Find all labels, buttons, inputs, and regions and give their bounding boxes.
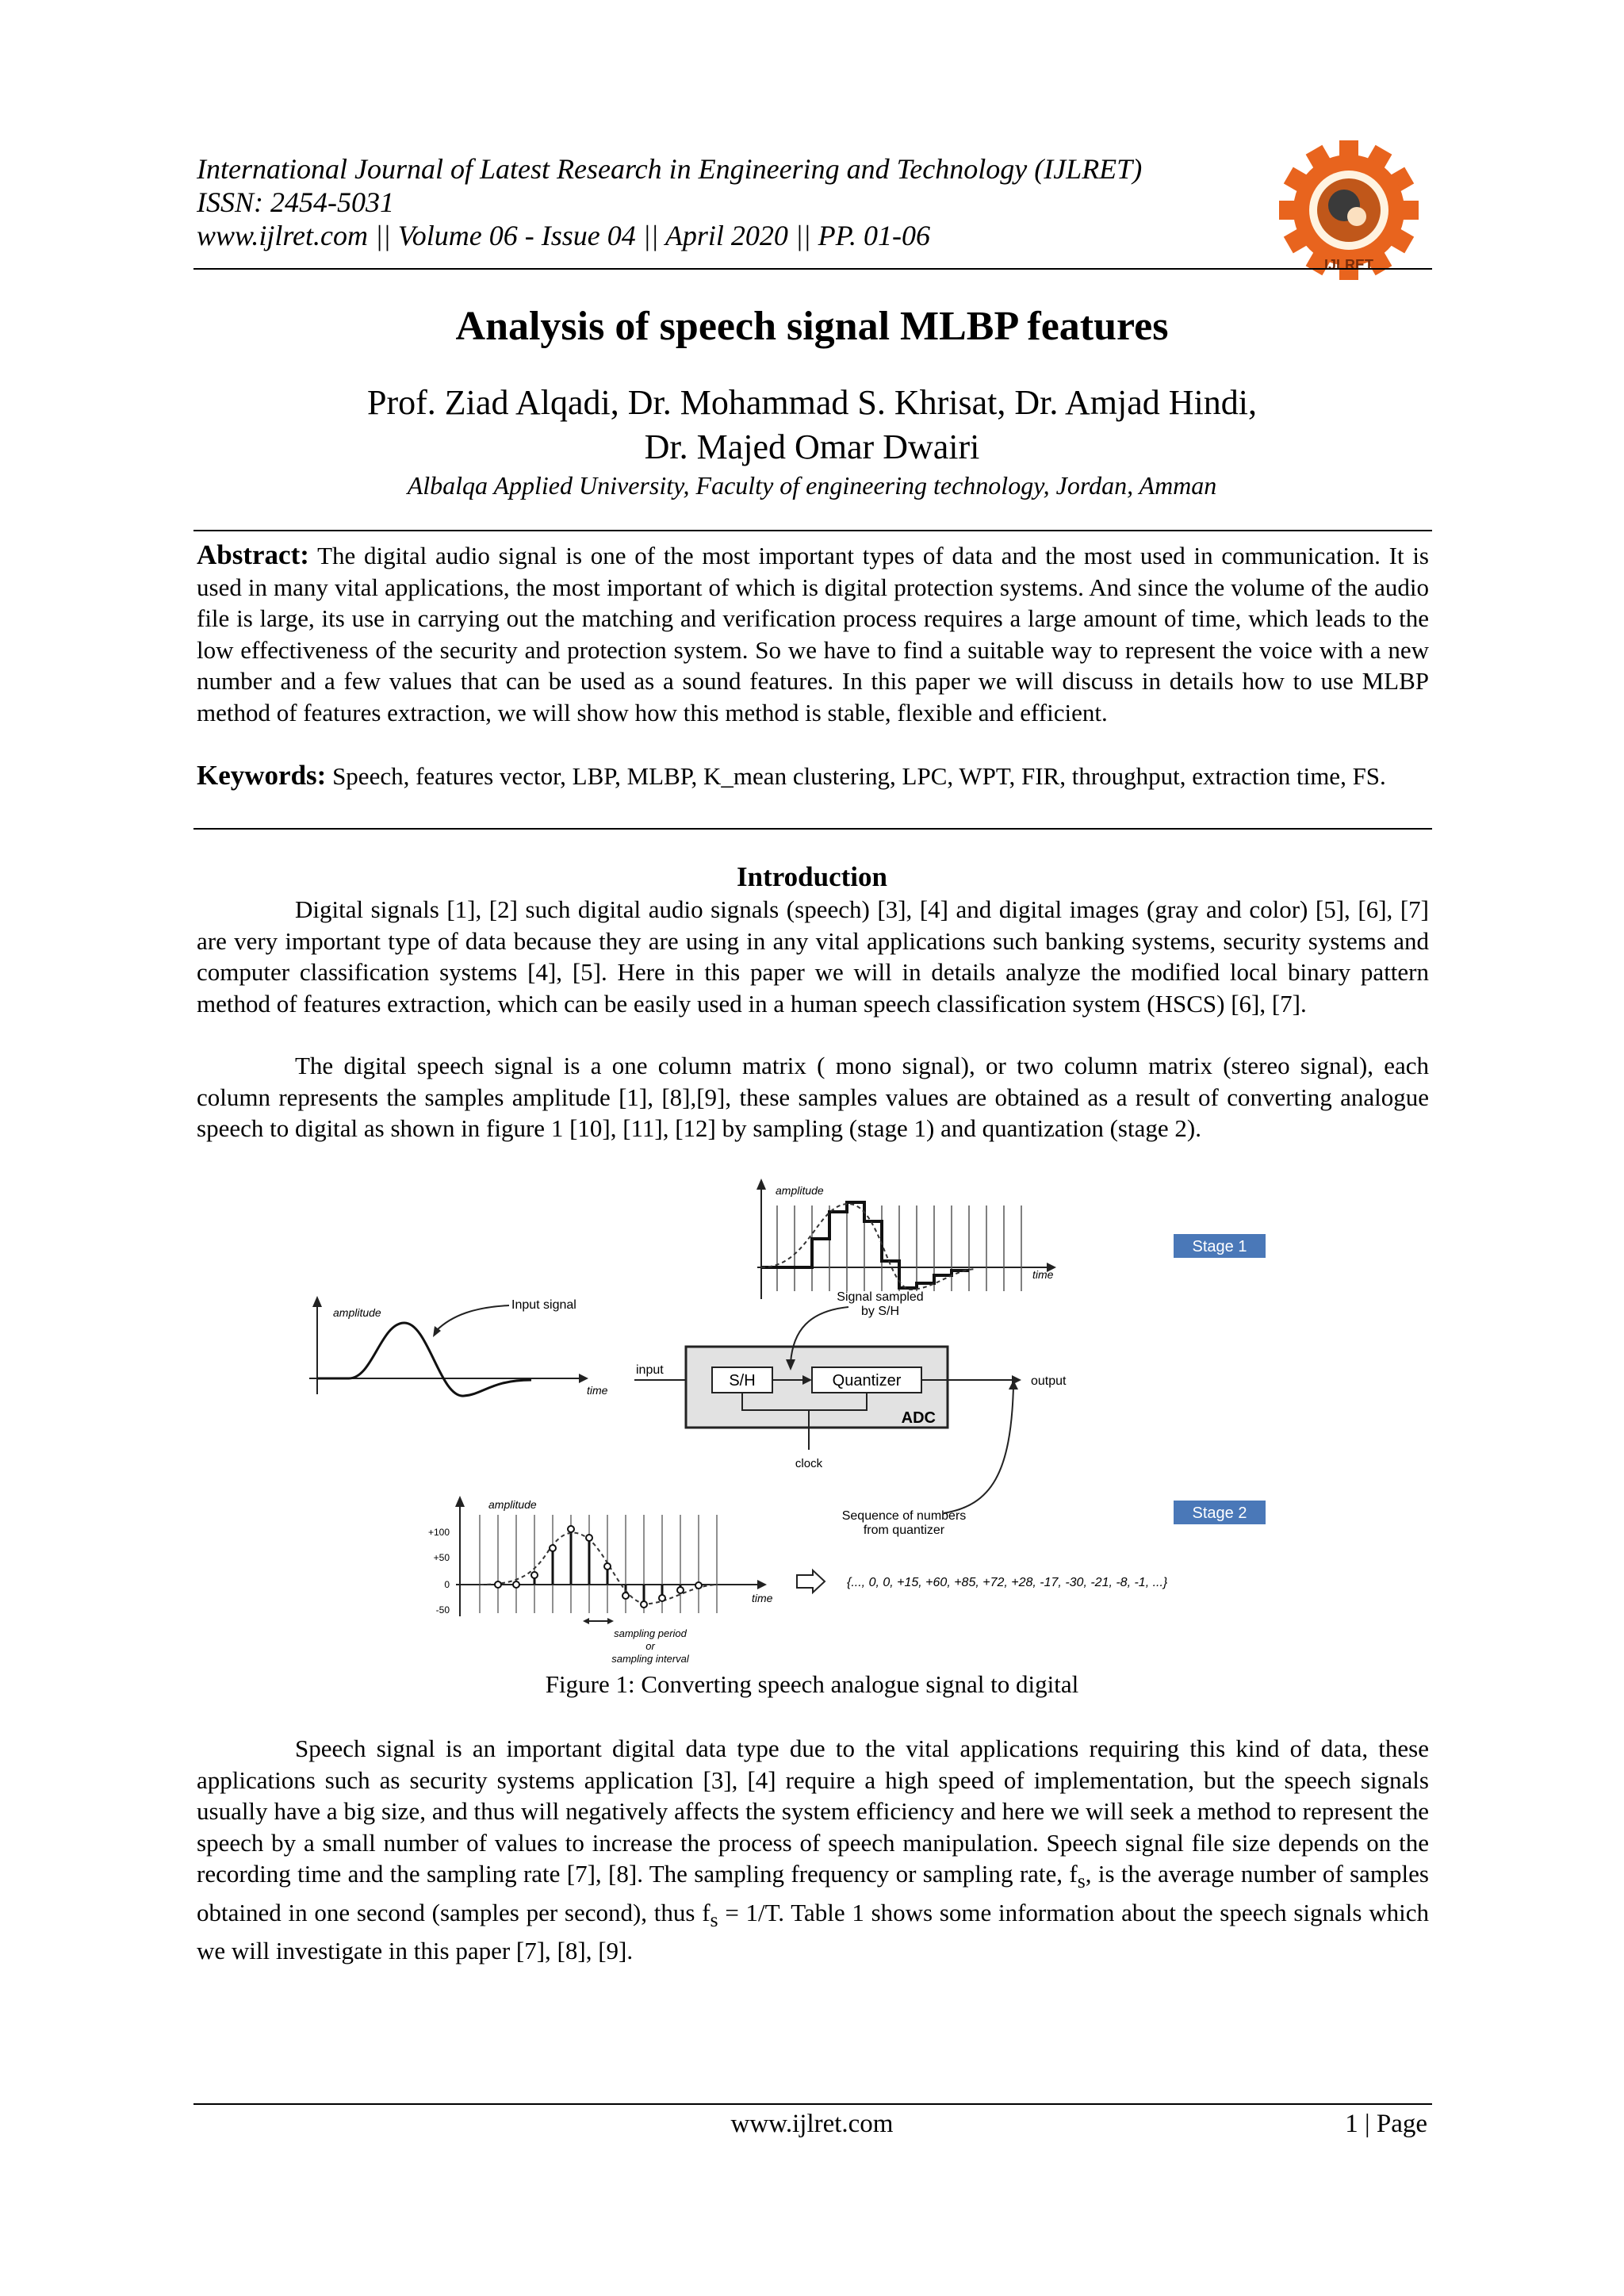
header-rule bbox=[193, 268, 1432, 270]
journal-name: International Journal of Latest Research in Engineering and Technology (IJLRET) bbox=[197, 153, 1143, 185]
keywords-label: Keywords: bbox=[197, 760, 327, 791]
footer-rule bbox=[193, 2103, 1432, 2105]
subscript-s-2: s bbox=[710, 1907, 718, 1931]
logo-text: IJLRET bbox=[1323, 257, 1374, 273]
quantized-sequence bbox=[797, 1570, 1168, 1593]
footer-page-number: 1 | Page bbox=[1345, 2110, 1427, 2138]
sh-label: S/H bbox=[729, 1372, 756, 1389]
clock-label: clock bbox=[795, 1457, 823, 1470]
figure-1-adc-diagram bbox=[301, 1172, 1348, 1672]
section-title-introduction: Introduction bbox=[737, 861, 887, 892]
subscript-s-1: s bbox=[1077, 1869, 1086, 1893]
stage2-label: Stage 2 bbox=[1192, 1504, 1247, 1522]
input-signal-plot bbox=[309, 1296, 608, 1397]
keywords bbox=[197, 760, 1429, 792]
sampling-period-label-3: sampling interval bbox=[611, 1653, 689, 1665]
abstract-label: Abstract: bbox=[197, 539, 309, 570]
stage1-plot bbox=[756, 1179, 1056, 1299]
adc-block bbox=[634, 1290, 1067, 1537]
journal-header bbox=[197, 152, 1307, 252]
y-tick-minus-50: -50 bbox=[435, 1604, 450, 1616]
affiliation: Albalqa Applied University, Faculty of engineering technology, Jordan, Amman bbox=[407, 471, 1217, 500]
abstract-text: The digital audio signal is one of the most important types of data and the most used in communication. It is used in many vital applications, the most important of which is digital protection systems. And since the volume of the audio file is large, its use in carrying out the matching and verification process requires a large amount of time, which leads to the low effectiveness of the security and protection system. So we have to find a suitable way to represent the voice with a new number and a few values that can be used as a sound features. In this paper we will discuss in details how to use MLBP method of features extraction, we will show how this method is stable, flexible and efficient. bbox=[197, 542, 1429, 726]
stage1-time-label: time bbox=[1032, 1268, 1054, 1281]
abstract-top-rule bbox=[193, 530, 1432, 531]
sequence-label-1: Sequence of numbers bbox=[841, 1509, 967, 1523]
y-tick-zero: 0 bbox=[444, 1579, 450, 1590]
output-label: output bbox=[1031, 1374, 1067, 1388]
intro-paragraph-1: Digital signals [1], [2] such digital audio signals (speech) [3], [4] and digital images (gray and color) [5], [6], [7] are very important type of data because they are using in any vital applications such banking systems, security systems and computer classification systems [4], [5]. Here in this paper we will in details analyze the modified local binary pattern method of features extraction, which can be easily used in a human speech classification system (HSCS) [6], [7]. bbox=[197, 895, 1429, 1018]
stage2-time-label: time bbox=[752, 1592, 773, 1604]
adc-label: ADC bbox=[901, 1409, 936, 1427]
abstract bbox=[197, 539, 1429, 728]
input-amplitude-label: amplitude bbox=[333, 1306, 381, 1319]
stage2-badge bbox=[1174, 1501, 1266, 1524]
keywords-text: Speech, features vector, LBP, MLBP, K_mean clustering, LPC, WPT, FIR, throughput, extraction time, FS. bbox=[332, 762, 1386, 790]
sequence-label-2: from quantizer bbox=[863, 1524, 945, 1537]
intro-paragraph-2: The digital speech signal is a one column matrix ( mono signal), or two column matrix (stereo signal), each column represents the samples amplitude [1], [8],[9], these samples values are obtained as a result of converting analogue speech to digital as shown in figure 1 [10], [11], [12] by sampling (stage 1) and quantization (stage 2). bbox=[197, 1052, 1429, 1142]
abstract-bottom-rule bbox=[193, 828, 1432, 830]
y-tick-plus-50: +50 bbox=[433, 1552, 450, 1563]
paper-title: Analysis of speech signal MLBP features bbox=[455, 304, 1169, 349]
body-paragraph-3 bbox=[197, 1733, 1429, 1967]
body-p3-part-a: Speech signal is an important digital data type due to the vital applications requiring this kind of data, these applications such as security systems application [3], [4] require a high speed of implementation, but the speech signals usually have a big size, and thus will negatively affects the system efficiency and here we will seek a method to represent the speech by a small number of values to increase the process of speech manipulation. Speech signal file size depends on the recording time and the sampling rate [7], [8]. The sampling frequency or sampling rate, f bbox=[197, 1734, 1429, 1888]
sampling-period-label-1: sampling period bbox=[614, 1627, 687, 1639]
stage2-amplitude-label: amplitude bbox=[488, 1498, 537, 1511]
input-signal-label: Input signal bbox=[511, 1298, 576, 1312]
ijlret-logo bbox=[1278, 140, 1419, 281]
footer-url: www.ijlret.com bbox=[730, 2110, 894, 2138]
stage1-amplitude-label: amplitude bbox=[776, 1184, 824, 1197]
sequence-values: {..., 0, 0, +15, +60, +85, +72, +28, -17, -30, -21, -8, -1, ...} bbox=[847, 1576, 1168, 1589]
authors-line-2: Dr. Majed Omar Dwairi bbox=[644, 427, 980, 466]
signal-sampled-label-2: by S/H bbox=[860, 1305, 900, 1318]
body-p3-part-b: , is the average number of samples obtained in one second (samples per second), thus f bbox=[197, 1860, 1429, 1926]
sampling-period-label-2: or bbox=[645, 1640, 655, 1652]
authors-line-1: Prof. Ziad Alqadi, Dr. Mohammad S. Khrisat, Dr. Amjad Hindi, bbox=[367, 383, 1257, 422]
figure-1-caption: Figure 1: Converting speech analogue signal to digital bbox=[545, 1670, 1079, 1698]
issn: ISSN: 2454-5031 bbox=[197, 186, 394, 218]
input-label: input bbox=[636, 1363, 664, 1377]
body-p3-part-c: = 1/T. Table 1 shows some information about the speech signals which we will investigate in this paper [7], [8], [9]. bbox=[197, 1898, 1429, 1965]
stage1-label: Stage 1 bbox=[1192, 1238, 1247, 1255]
quantizer-label: Quantizer bbox=[832, 1372, 902, 1389]
y-tick-plus-100: +100 bbox=[427, 1527, 450, 1538]
input-time-label: time bbox=[587, 1384, 608, 1397]
stage2-plot bbox=[428, 1496, 773, 1665]
authors bbox=[0, 381, 1624, 470]
volume-line: www.ijlret.com || Volume 06 - Issue 04 || April 2020 || PP. 01-06 bbox=[197, 220, 931, 251]
signal-sampled-label-1: Signal sampled bbox=[837, 1290, 924, 1304]
stage1-badge bbox=[1174, 1234, 1266, 1258]
